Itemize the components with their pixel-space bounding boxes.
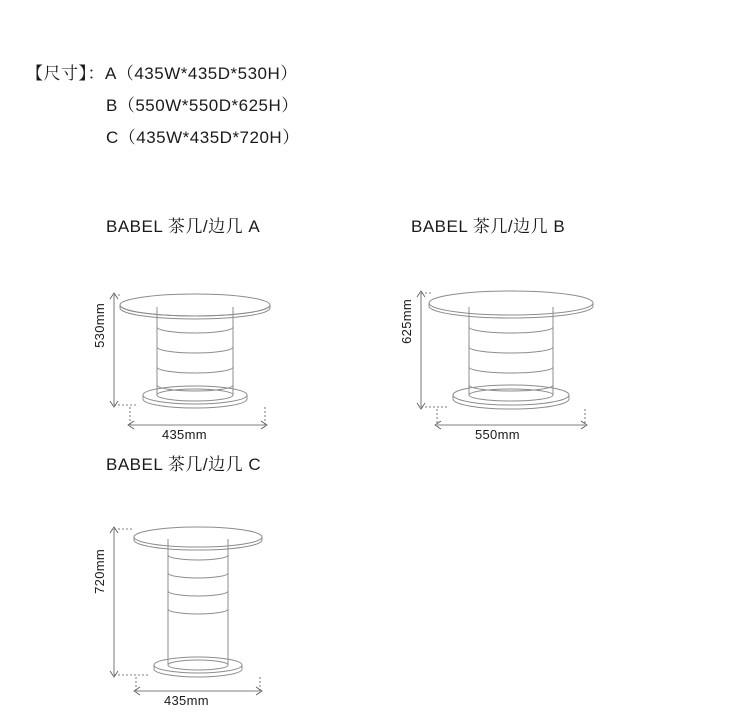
diagram-b-width-label: 550mm bbox=[475, 427, 520, 442]
spec-line-b: B（550W*550D*625H） bbox=[106, 96, 299, 115]
diagram-c-width-label: 435mm bbox=[164, 693, 209, 708]
product-diagram-c bbox=[92, 450, 320, 708]
table-c-line-art bbox=[100, 493, 320, 703]
table-a-line-art bbox=[100, 255, 320, 440]
diagram-c-title: BABEL 茶几/边几 C bbox=[106, 455, 262, 474]
table-b-line-art bbox=[407, 255, 637, 440]
diagram-a-title: BABEL 茶几/边几 A bbox=[106, 217, 261, 236]
spec-line-c: C（435W*435D*720H） bbox=[106, 128, 300, 147]
spec-line-a: 【尺寸】：A（435W*435D*530H） bbox=[26, 64, 298, 83]
product-diagram-b bbox=[399, 212, 637, 442]
diagram-c-drawing bbox=[92, 493, 320, 708]
diagram-b-height-label: 625mm bbox=[399, 299, 414, 344]
diagram-a-width-label: 435mm bbox=[162, 427, 207, 442]
dimensions-spec-block bbox=[26, 58, 300, 154]
diagram-b-drawing bbox=[399, 255, 637, 442]
diagram-c-height-label: 720mm bbox=[92, 549, 107, 594]
diagram-a-drawing bbox=[92, 255, 320, 442]
diagram-a-height-label: 530mm bbox=[92, 303, 107, 348]
product-diagram-a bbox=[92, 212, 320, 442]
diagram-b-title: BABEL 茶几/边几 B bbox=[411, 217, 566, 236]
